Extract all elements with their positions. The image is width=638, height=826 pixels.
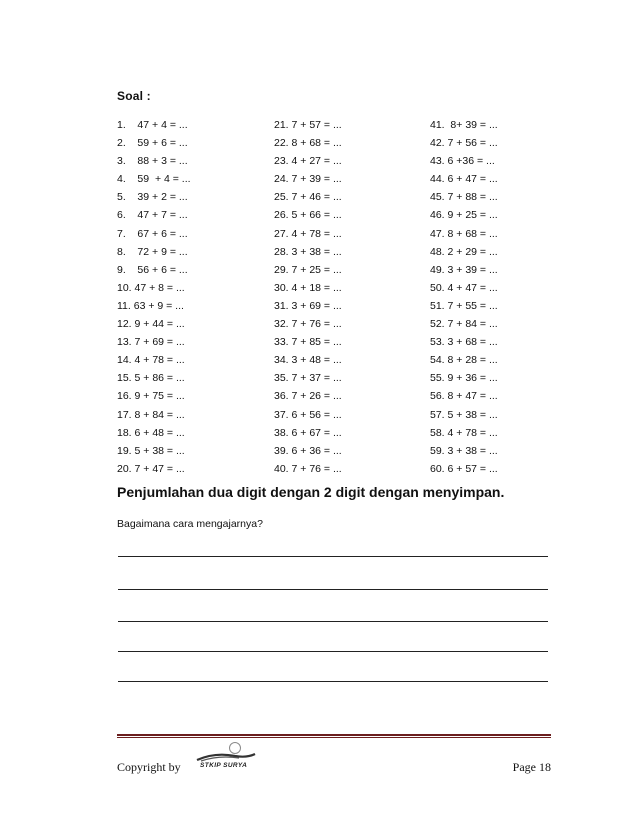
problem-item: 51. 7 + 55 = ... (430, 299, 498, 312)
problem-item: 60. 6 + 57 = ... (430, 462, 498, 475)
problem-item: 57. 5 + 38 = ... (430, 408, 498, 421)
problem-column-2 (274, 116, 444, 478)
problem-item: 23. 4 + 27 = ... (274, 155, 342, 168)
problem-item: 35. 7 + 37 = ... (274, 372, 342, 385)
problem-item: 47. 8 + 68 = ... (430, 227, 498, 240)
problem-item: 54. 8 + 28 = ... (430, 354, 498, 367)
problem-item: 58. 4 + 78 = ... (430, 426, 498, 439)
problem-item: 36. 7 + 26 = ... (274, 390, 342, 403)
stkip-surya-logo (195, 740, 257, 774)
problem-item: 25. 7 + 46 = ... (274, 191, 342, 204)
problem-item: 7. 67 + 6 = ... (117, 227, 188, 240)
problem-item: 1. 47 + 4 = ... (117, 119, 188, 131)
problem-item: 3. 88 + 3 = ... (117, 155, 188, 168)
logo-text: STKIP SURYA (200, 762, 248, 769)
page-number: Page 18 (512, 760, 551, 774)
problem-item: 42. 7 + 56 = ... (430, 137, 498, 150)
problem-item: 30. 4 + 18 = ... (274, 281, 342, 294)
problem-item: 4. 59 + 4 = ... (117, 173, 191, 186)
problem-item: 48. 2 + 29 = ... (430, 245, 498, 258)
problem-item: 14. 4 + 78 = ... (117, 354, 185, 367)
problem-item: 37. 6 + 56 = ... (274, 408, 342, 421)
problem-item: 17. 8 + 84 = ... (117, 408, 185, 421)
problem-item: 16. 9 + 75 = ... (117, 390, 185, 403)
problem-item: 49. 3 + 39 = ... (430, 263, 498, 276)
answer-line[interactable] (118, 681, 548, 682)
problem-item: 46. 9 + 25 = ... (430, 209, 498, 222)
problem-item: 56. 8 + 47 = ... (430, 390, 498, 403)
problem-item: 34. 3 + 48 = ... (274, 354, 342, 367)
problem-item: 29. 7 + 25 = ... (274, 263, 342, 276)
problem-item: 50. 4 + 47 = ... (430, 281, 498, 294)
answer-line[interactable] (118, 556, 548, 557)
problem-item: 43. 6 +36 = ... (430, 155, 495, 168)
problem-column-3 (430, 116, 600, 478)
problem-item: 27. 4 + 78 = ... (274, 227, 342, 240)
problem-item: 19. 5 + 38 = ... (117, 444, 185, 457)
problem-column-1 (117, 116, 287, 478)
problem-item: 53. 3 + 68 = ... (430, 336, 498, 349)
problem-item: 12. 9 + 44 = ... (117, 318, 185, 331)
answer-line[interactable] (118, 651, 548, 652)
problem-item: 24. 7 + 39 = ... (274, 173, 342, 186)
problem-item: 22. 8 + 68 = ... (274, 137, 342, 150)
problem-item: 21. 7 + 57 = ... (274, 119, 342, 131)
problem-item: 10. 47 + 8 = ... (117, 281, 185, 294)
problem-item: 55. 9 + 36 = ... (430, 372, 498, 385)
problem-item: 13. 7 + 69 = ... (117, 336, 185, 349)
problem-item: 2. 59 + 6 = ... (117, 137, 188, 150)
problem-item: 26. 5 + 66 = ... (274, 209, 342, 222)
problem-item: 28. 3 + 38 = ... (274, 245, 342, 258)
problem-item: 59. 3 + 38 = ... (430, 444, 498, 457)
question-text: Bagaimana cara mengajarnya? (117, 518, 263, 530)
problem-item: 38. 6 + 67 = ... (274, 426, 342, 439)
problem-item: 41. 8+ 39 = ... (430, 119, 498, 131)
problem-item: 5. 39 + 2 = ... (117, 191, 188, 204)
problem-item: 18. 6 + 48 = ... (117, 426, 185, 439)
problem-item: 40. 7 + 76 = ... (274, 462, 342, 475)
footer-rule (117, 734, 551, 736)
problem-item: 9. 56 + 6 = ... (117, 263, 188, 276)
problem-item: 15. 5 + 86 = ... (117, 372, 185, 385)
problem-item: 31. 3 + 69 = ... (274, 299, 342, 312)
problem-item: 6. 47 + 7 = ... (117, 209, 188, 222)
footer-rule-thin (117, 737, 551, 738)
problem-item: 11. 63 + 9 = ... (117, 299, 184, 312)
answer-line[interactable] (118, 589, 548, 590)
problem-item: 32. 7 + 76 = ... (274, 318, 342, 331)
section-heading: Penjumlahan dua digit dengan 2 digit dengan menyimpan. (117, 484, 505, 500)
soal-label: Soal : (117, 89, 151, 103)
problem-item: 8. 72 + 9 = ... (117, 245, 188, 258)
footer-copyright: Copyright by (117, 760, 181, 774)
problem-item: 20. 7 + 47 = ... (117, 462, 185, 475)
problem-item: 39. 6 + 36 = ... (274, 444, 342, 457)
problem-item: 44. 6 + 47 = ... (430, 173, 498, 186)
problem-item: 45. 7 + 88 = ... (430, 191, 498, 204)
logo-swoosh-icon (195, 752, 257, 762)
problem-item: 33. 7 + 85 = ... (274, 336, 342, 349)
problem-item: 52. 7 + 84 = ... (430, 318, 498, 331)
answer-line[interactable] (118, 621, 548, 622)
